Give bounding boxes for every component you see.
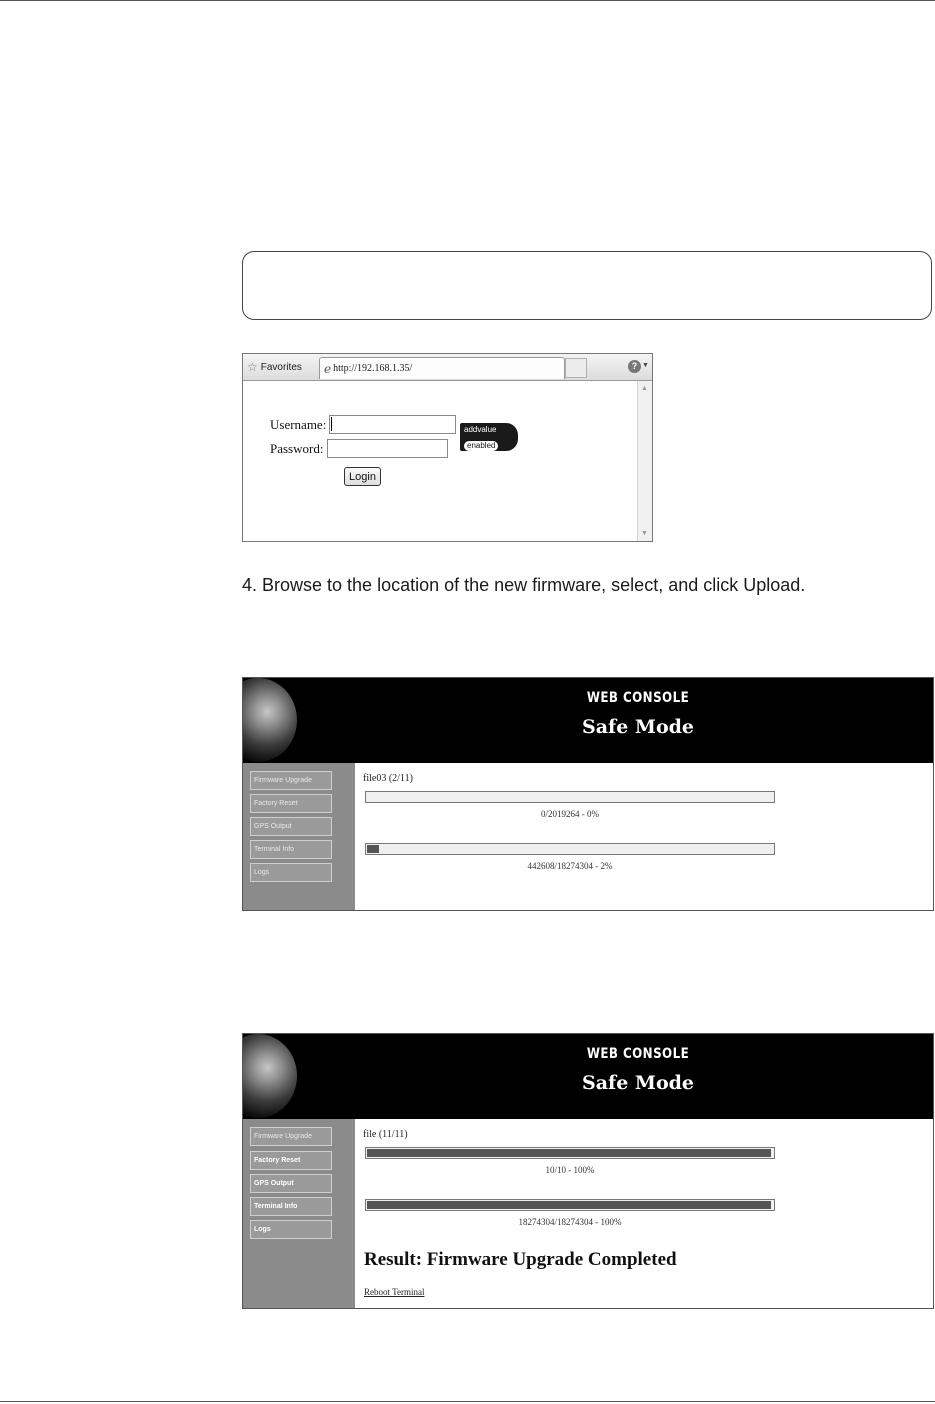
progress-bar [365, 791, 775, 803]
addvalue-logo [460, 423, 518, 451]
result-heading: Result: Firmware Upgrade Completed [364, 1249, 677, 1270]
progress-text: 18274304/18274304 - 100% [518, 1217, 622, 1227]
sidebar-item-firmware-upgrade[interactable]: Firmware Upgrade [250, 1127, 332, 1146]
progress-bar [365, 843, 775, 855]
password-label: Password: [270, 441, 324, 456]
progress-fill [367, 1149, 771, 1157]
ie-icon: e [324, 361, 332, 376]
web-console-uploading [242, 677, 934, 911]
browser-toolbar [243, 354, 652, 381]
sidebar-item-factory-reset[interactable]: Factory Reset [250, 794, 332, 813]
username-input[interactable] [329, 415, 456, 434]
console-subtitle: WEB CONSOLE [586, 690, 690, 706]
console-content [355, 763, 933, 910]
text-caret [331, 417, 332, 431]
globe-icon [242, 678, 297, 762]
web-console-completed [242, 1033, 934, 1309]
favorites-label: Favorites [260, 361, 302, 373]
file-progress-label: file03 (2/11) [363, 773, 413, 784]
help-icon[interactable]: ? [628, 360, 641, 373]
login-button[interactable]: Login [344, 467, 381, 486]
console-sidebar [243, 763, 355, 911]
username-label: Username: [270, 417, 327, 432]
logo-line2: enabled [464, 441, 498, 451]
note-box [242, 251, 932, 320]
star-icon: ☆ [247, 360, 258, 374]
sidebar-item-terminal-info[interactable]: Terminal Info [250, 840, 332, 859]
progress-bar [365, 1147, 775, 1159]
progress-bar [365, 1199, 775, 1211]
console-header [243, 678, 933, 763]
console-content [355, 1119, 933, 1308]
scroll-down-icon[interactable]: ▼ [641, 530, 648, 537]
sidebar-item-gps-output[interactable]: GPS Output [250, 1174, 332, 1193]
progress-text: 442608/18274304 - 2% [527, 861, 613, 871]
password-input[interactable] [327, 439, 448, 458]
browser-window [242, 353, 653, 542]
reboot-terminal-link[interactable]: Reboot Terminal [364, 1287, 425, 1297]
sidebar-item-terminal-info[interactable]: Terminal Info [250, 1197, 332, 1216]
sidebar-item-firmware-upgrade[interactable]: Firmware Upgrade [250, 771, 332, 790]
browser-tab[interactable] [319, 357, 565, 379]
logo-line1: addvalue [464, 425, 497, 434]
progress-text: 0/2019264 - 0% [541, 809, 599, 819]
chevron-down-icon[interactable]: ▼ [642, 362, 649, 369]
console-header [243, 1034, 933, 1119]
progress-text: 10/10 - 100% [545, 1165, 595, 1175]
console-subtitle: WEB CONSOLE [586, 1046, 690, 1062]
tab-url: http://192.168.1.35/ [333, 363, 413, 374]
file-progress-label: file (11/11) [363, 1129, 408, 1140]
new-tab-button[interactable] [565, 358, 587, 378]
console-sidebar [243, 1119, 355, 1309]
top-rule [0, 0, 935, 1]
sidebar-item-logs[interactable]: Logs [250, 1220, 332, 1239]
sidebar-item-gps-output[interactable]: GPS Output [250, 817, 332, 836]
progress-fill [367, 1201, 771, 1209]
scroll-up-icon[interactable]: ▲ [641, 385, 648, 392]
sidebar-item-factory-reset[interactable]: Factory Reset [250, 1151, 332, 1170]
progress-fill [367, 845, 379, 853]
console-title: Safe Mode [582, 1072, 694, 1094]
sidebar-item-logs[interactable]: Logs [250, 863, 332, 882]
instruction-step-4: 4. Browse to the location of the new firmware, select, and click Upload. [242, 575, 806, 595]
globe-icon [242, 1034, 297, 1118]
console-title: Safe Mode [582, 716, 694, 738]
vertical-scrollbar[interactable] [637, 381, 652, 541]
favorites-button[interactable] [247, 359, 302, 375]
bottom-rule [0, 1401, 935, 1402]
